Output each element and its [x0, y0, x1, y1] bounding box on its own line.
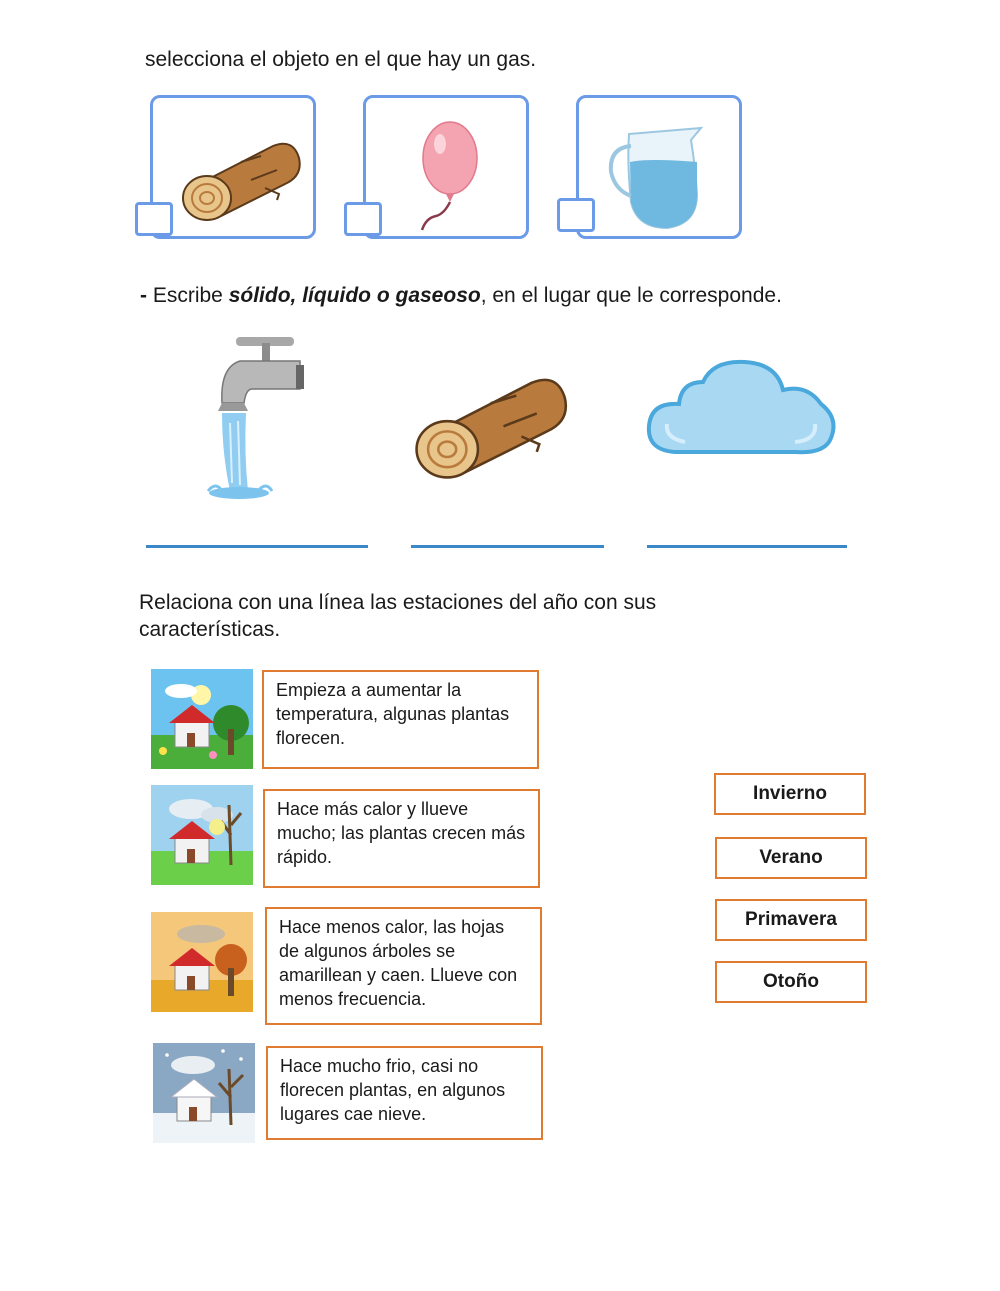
checkbox-water-pitcher[interactable] [557, 198, 595, 232]
season-otono[interactable]: Otoño [715, 961, 867, 1003]
faucet-icon [200, 333, 310, 505]
spring-landscape-icon [151, 669, 253, 769]
instruction-post: , en el lugar que le corresponde. [480, 284, 782, 307]
balloon-icon [414, 118, 484, 238]
instruction-dash: - [140, 284, 153, 307]
description-autumn[interactable]: Hace menos calor, las hojas de algunos árboles se amarillean y caen. Llueve con menos frecuencia. [265, 907, 542, 1025]
answer-line-faucet[interactable] [146, 545, 368, 548]
option-card-balloon[interactable] [363, 95, 529, 239]
water-pitcher-icon [607, 124, 707, 232]
instruction-match-seasons-line1: Relaciona con una línea las estaciones del año con sus [139, 591, 657, 614]
cloud-icon [645, 356, 839, 462]
option-card-water-pitcher[interactable] [576, 95, 742, 239]
description-winter[interactable]: Hace mucho frio, casi no florecen plantas, en algunos lugares cae nieve. [266, 1046, 543, 1140]
log-icon [414, 370, 570, 480]
answer-line-log[interactable] [411, 545, 604, 548]
instruction-write-state [140, 283, 782, 309]
rainy-landscape-icon [151, 785, 253, 885]
checkbox-balloon[interactable] [344, 202, 382, 236]
description-summer[interactable]: Hace más calor y llueve mucho; las plantas crecen más rápido. [263, 789, 540, 888]
instruction-emphasis: sólido, líquido o gaseoso [228, 284, 481, 307]
season-invierno[interactable]: Invierno [714, 773, 866, 815]
instruction-select-gas: selecciona el objeto en el que hay un gas. [145, 48, 537, 71]
description-spring[interactable]: Empieza a aumentar la temperatura, algunas plantas florecen. [262, 670, 539, 769]
instruction-pre: Escribe [152, 284, 229, 307]
option-card-log[interactable] [150, 95, 316, 239]
answer-line-cloud[interactable] [647, 545, 847, 548]
log-icon [181, 136, 303, 222]
season-primavera[interactable]: Primavera [715, 899, 867, 941]
instruction-match-seasons-line2: características. [139, 618, 281, 641]
checkbox-log[interactable] [135, 202, 173, 236]
autumn-landscape-icon [151, 912, 253, 1012]
winter-landscape-icon [153, 1043, 255, 1143]
season-verano[interactable]: Verano [715, 837, 867, 879]
